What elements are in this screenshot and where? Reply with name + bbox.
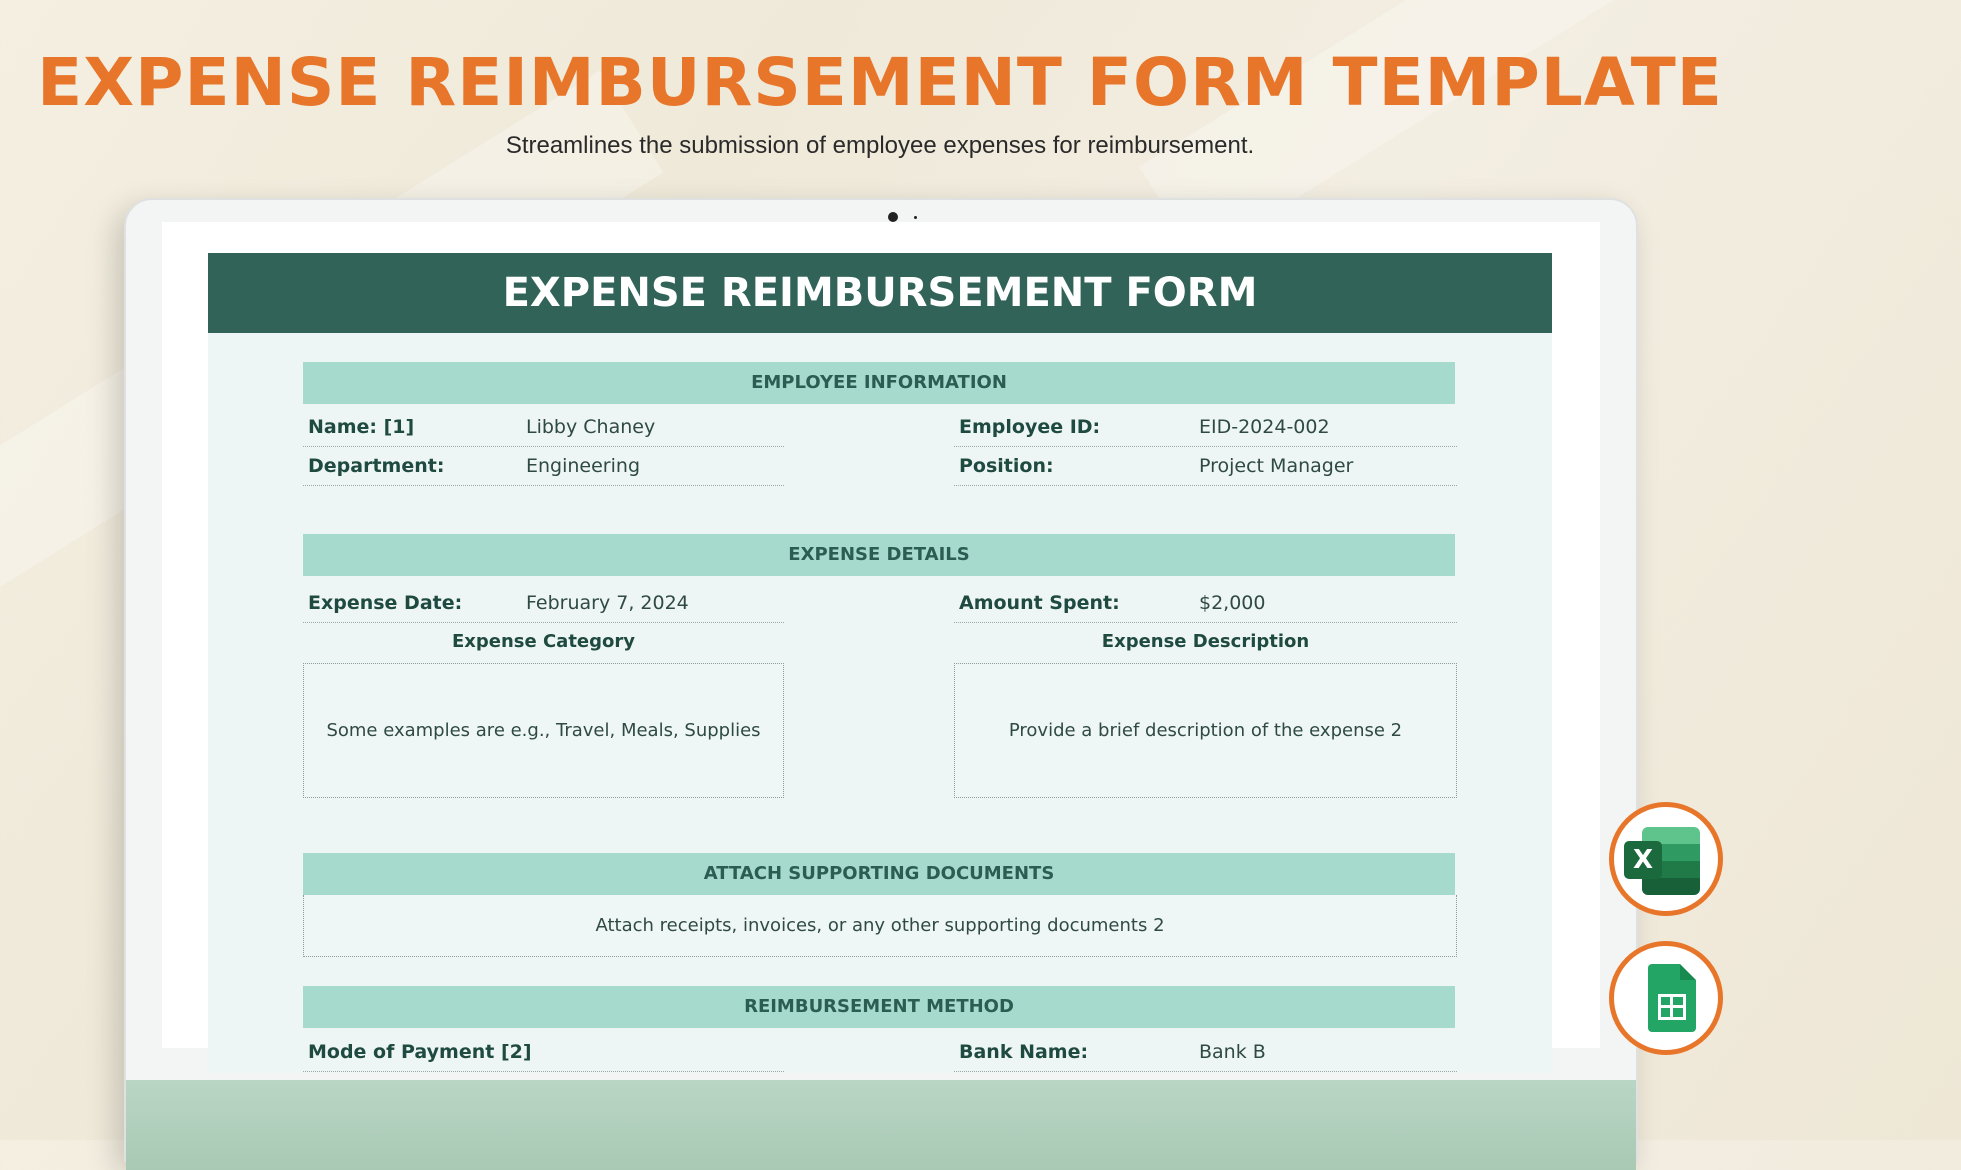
google-sheets-icon: [1648, 964, 1696, 1032]
expense-date-value[interactable]: February 7, 2024: [526, 592, 689, 614]
department-label: Department:: [308, 455, 445, 477]
section-attach-documents: ATTACH SUPPORTING DOCUMENTS: [303, 853, 1455, 895]
laptop-frame: [124, 198, 1638, 1162]
page-subtitle: Streamlines the submission of employee expenses for reimbursement.: [505, 132, 1255, 159]
expense-form-sheet: [208, 253, 1552, 1073]
department-value[interactable]: Engineering: [526, 455, 640, 477]
payment-mode-label: Mode of Payment [2]: [308, 1041, 532, 1063]
amount-spent-value[interactable]: $2,000: [1199, 592, 1266, 614]
employee-id-row[interactable]: [954, 408, 1457, 447]
name-row[interactable]: [303, 408, 784, 447]
expense-description-heading: Expense Description: [1101, 631, 1310, 652]
bank-name-value[interactable]: Bank B: [1199, 1041, 1266, 1063]
attach-documents-text: Attach receipts, invoices, or any other supporting documents 2: [595, 915, 1165, 936]
expense-date-row[interactable]: [303, 584, 784, 623]
excel-letter: X: [1624, 841, 1662, 879]
laptop-base: [126, 1080, 1636, 1170]
laptop-screen: [162, 222, 1600, 1063]
employee-id-value[interactable]: EID-2024-002: [1199, 416, 1330, 438]
amount-spent-row[interactable]: [954, 584, 1457, 623]
bank-name-label: Bank Name:: [959, 1041, 1089, 1063]
page-title: EXPENSE REIMBURSEMENT FORM TEMPLATE: [37, 44, 1723, 121]
section-reimbursement-method: REIMBURSEMENT METHOD: [303, 986, 1455, 1028]
camera-dot: [888, 212, 898, 222]
attach-documents-field[interactable]: [303, 895, 1457, 957]
expense-date-label: Expense Date:: [308, 592, 463, 614]
form-title: EXPENSE REIMBURSEMENT FORM: [208, 253, 1552, 333]
expense-description-text: Provide a brief description of the expense 2: [1008, 720, 1403, 741]
expense-description-field[interactable]: [954, 663, 1457, 798]
department-row[interactable]: [303, 447, 784, 486]
payment-mode-row[interactable]: [303, 1033, 784, 1072]
expense-category-heading: Expense Category: [451, 631, 636, 652]
position-row[interactable]: [954, 447, 1457, 486]
expense-category-field[interactable]: [303, 663, 784, 798]
amount-spent-label: Amount Spent:: [959, 592, 1120, 614]
expense-category-text: Some examples are e.g., Travel, Meals, Supplies: [326, 720, 761, 741]
sensor-dot: [914, 216, 917, 219]
position-value[interactable]: Project Manager: [1199, 455, 1354, 477]
position-label: Position:: [959, 455, 1054, 477]
bank-name-row[interactable]: [954, 1033, 1457, 1072]
google-sheets-badge[interactable]: [1609, 941, 1723, 1055]
name-label: Name: [1]: [308, 416, 415, 438]
section-employee-information: EMPLOYEE INFORMATION: [303, 362, 1455, 404]
section-expense-details: EXPENSE DETAILS: [303, 534, 1455, 576]
excel-badge[interactable]: [1609, 802, 1723, 916]
employee-id-label: Employee ID:: [959, 416, 1101, 438]
name-value[interactable]: Libby Chaney: [526, 416, 656, 438]
